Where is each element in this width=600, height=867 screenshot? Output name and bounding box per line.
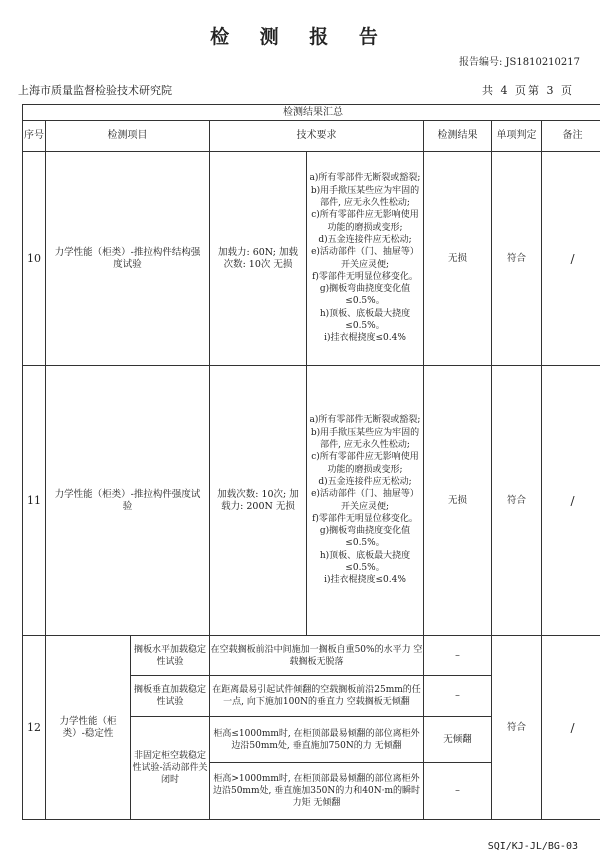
requirement-line: c)所有零部件应无影响使用功能的磨损或变形; bbox=[311, 452, 419, 475]
requirement-line: g)搁板弯曲挠度变化值≤0.5%。 bbox=[319, 284, 411, 307]
judgement: 符合 bbox=[492, 366, 542, 636]
page-title: 检 测 报 告 bbox=[210, 26, 390, 48]
requirement-line: h)顶板、底板最大挠度≤0.5%。 bbox=[319, 550, 411, 573]
table-row bbox=[23, 636, 600, 676]
sub-item: 非固定柜空载稳定性试验-活动部件关闭时 bbox=[131, 717, 210, 820]
sub-result: 无倾翻 bbox=[424, 717, 492, 763]
sub-requirement: 在距离最易引起试件倾翻的空载搁板前沿25mm的任一点, 向下施加100N的垂直力 空载搁板无倾翻 bbox=[210, 676, 424, 717]
requirement-line: h)顶板、底板最大挠度≤0.5%。 bbox=[319, 308, 411, 331]
judgement: 符合 bbox=[492, 152, 542, 366]
requirement-line: i)挂衣棍挠度≤0.4% bbox=[324, 575, 406, 586]
document-code: SQI/KJ-JL/BG-03 bbox=[487, 841, 578, 852]
row-number: 12 bbox=[23, 636, 46, 820]
row-number: 10 bbox=[23, 152, 46, 366]
requirement-line: i)挂衣棍挠度≤0.4% bbox=[324, 333, 406, 344]
sub-result: – bbox=[424, 763, 492, 820]
requirement-line: e)活动部件（门、抽屉等）开关应灵便; bbox=[311, 489, 419, 512]
note: / bbox=[542, 636, 600, 820]
note: / bbox=[542, 152, 600, 366]
load-condition: 加载次数: 10次; 加载力: 200N 无损 bbox=[210, 366, 307, 636]
note: / bbox=[542, 366, 600, 636]
requirement-line: e)活动部件（门、抽屉等）开关应灵便; bbox=[311, 247, 419, 270]
load-condition: 加载力: 60N; 加载次数: 10次 无损 bbox=[210, 152, 307, 366]
table-row bbox=[23, 152, 600, 366]
requirement-line: f)零部件无明显位移变化。 bbox=[312, 271, 418, 282]
sub-requirement: 柜高>1000mm时, 在柜顶部最易倾翻的部位离柜外边沿50mm处, 垂直施加350N的力和40N·m的瞬时力矩 无倾翻 bbox=[210, 763, 424, 820]
header-result: 检测结果 bbox=[424, 121, 492, 152]
test-item: 力学性能（柜类）-推拉构件结构强度试验 bbox=[46, 152, 210, 366]
header-no: 序号 bbox=[23, 121, 46, 152]
requirements bbox=[307, 366, 424, 636]
sub-result: – bbox=[424, 636, 492, 676]
sub-requirement: 在空载搁板前沿中间施加一搁板自重50%的水平力 空载搁板无脱落 bbox=[210, 636, 424, 676]
test-result: 无损 bbox=[424, 152, 492, 366]
requirement-line: b)用手揿压某些应为牢固的部件, 应无永久性松动; bbox=[310, 427, 420, 451]
header-req: 技术要求 bbox=[210, 121, 424, 152]
table-banner: 检测结果汇总 bbox=[23, 105, 600, 121]
requirement-line: d)五金连接件应无松动; bbox=[318, 234, 412, 245]
results-table bbox=[22, 104, 600, 820]
sub-item: 搁板垂直加载稳定性试验 bbox=[131, 676, 210, 717]
judgement: 符合 bbox=[492, 636, 542, 820]
row-number: 11 bbox=[23, 366, 46, 636]
requirement-line: a)所有零部件无断裂或豁裂; bbox=[309, 415, 421, 426]
requirement-line: g)搁板弯曲挠度变化值≤0.5%。 bbox=[319, 526, 411, 549]
header-note: 备注 bbox=[542, 121, 600, 152]
organization-name: 上海市质量监督检验技术研究院 bbox=[18, 84, 172, 97]
test-item: 力学性能（柜类）-推拉构件强度试验 bbox=[46, 366, 210, 636]
requirement-line: c)所有零部件应无影响使用功能的磨损或变形; bbox=[311, 210, 419, 233]
header-item: 检测项目 bbox=[46, 121, 210, 152]
sub-item: 搁板水平加载稳定性试验 bbox=[131, 636, 210, 676]
requirement-line: b)用手揿压某些应为牢固的部件, 应无永久性松动; bbox=[310, 185, 420, 209]
table-row bbox=[23, 366, 600, 636]
requirements bbox=[307, 152, 424, 366]
test-item: 力学性能（柜类）-稳定性 bbox=[46, 636, 131, 820]
test-result: 无损 bbox=[424, 366, 492, 636]
requirement-line: f)零部件无明显位移变化。 bbox=[312, 513, 418, 524]
page-info: 共 4 页第 3 页 bbox=[482, 84, 574, 97]
sub-result: – bbox=[424, 676, 492, 717]
header-judge: 单项判定 bbox=[492, 121, 542, 152]
requirement-line: a)所有零部件无断裂或豁裂; bbox=[309, 173, 421, 184]
report-number: 报告编号: JS1810210217 bbox=[458, 57, 580, 68]
sub-requirement: 柜高≤1000mm时, 在柜顶部最易倾翻的部位离柜外边沿50mm处, 垂直施加750N的力 无倾翻 bbox=[210, 717, 424, 763]
requirement-line: d)五金连接件应无松动; bbox=[318, 476, 412, 487]
